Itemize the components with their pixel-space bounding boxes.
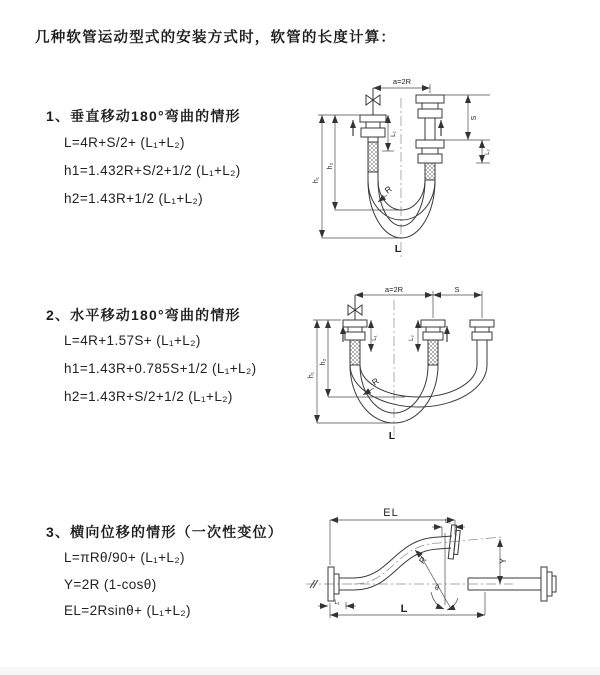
dim-span-and-stroke xyxy=(355,285,482,318)
formula-1-h1: h1=1.432R+S/2+1/2 (L₁+L₂) xyxy=(64,163,241,178)
angle-construction xyxy=(418,533,458,610)
dim-label-h1: h₁ xyxy=(308,371,315,379)
radius-label: R xyxy=(416,554,429,566)
braid-section xyxy=(368,142,378,172)
valve-icon xyxy=(366,88,380,115)
dim-label-l1: L₁ xyxy=(372,335,378,341)
braid-section xyxy=(425,163,435,180)
dim-label-s: S xyxy=(454,285,460,294)
diagram-vertical-180-bend xyxy=(308,68,600,263)
formula-3-length: L=πRθ/90+ (L₁+L₂) xyxy=(64,550,185,565)
length-label: L xyxy=(394,243,402,255)
dim-el xyxy=(330,507,455,565)
dim-label-l1: L₁ xyxy=(334,600,340,606)
hose-curves xyxy=(350,365,487,423)
formula-2-length: L=4R+1.57S+ (L₁+L₂) xyxy=(64,333,201,348)
dim-label-y: Y xyxy=(498,557,508,565)
length-label: L xyxy=(400,603,408,615)
dim-label-l2: L₂ xyxy=(409,335,415,341)
angle-label: θ xyxy=(435,585,439,592)
dim-fittings xyxy=(371,320,418,352)
formula-1-length: L=4R+S/2+ (L₁+L₂) xyxy=(64,135,185,150)
dim-fitting-left xyxy=(318,600,356,609)
diagram-lateral-displacement xyxy=(298,505,598,653)
dim-depths xyxy=(308,320,405,423)
section-3-heading: 3、横向位移的情形（一次性变位） xyxy=(46,524,283,540)
section-2-heading: 2、水平移动180°弯曲的情形 xyxy=(46,307,241,323)
braid-section xyxy=(350,340,360,365)
upper-flange-fitting xyxy=(438,525,461,560)
formula-1-h2: h2=1.43R+1/2 (L₁+L₂) xyxy=(64,191,204,206)
dim-label-l2: L₂ xyxy=(485,149,491,155)
right-pipe-fitting xyxy=(416,95,444,180)
section-1-heading: 1、垂直移动180°弯曲的情形 xyxy=(46,108,241,124)
dim-label-h2: h₂ xyxy=(320,358,327,366)
dim-label-span: a=2R xyxy=(392,77,412,86)
formula-2-h1: h1=1.43R+0.785S+1/2 (L₁+L₂) xyxy=(64,361,257,376)
dim-depths xyxy=(313,115,402,238)
braid-section xyxy=(428,340,438,365)
left-pipe-fitting xyxy=(360,115,386,180)
dim-label-h1: h₁ xyxy=(313,176,320,184)
radius-label: R xyxy=(382,183,394,196)
page-title: 几种软管运动型式的安装方式时，软管的长度计算： xyxy=(35,30,397,46)
middle-pipe-fitting xyxy=(421,320,445,365)
diagram-horizontal-180-bend xyxy=(305,280,597,460)
formula-3-y: Y=2R (1-cosθ) xyxy=(64,577,157,592)
length-label: L xyxy=(388,430,396,442)
dim-label-el: EL xyxy=(383,507,399,519)
dim-offset-y xyxy=(498,539,508,584)
formula-2-h2: h2=1.43R+S/2+1/2 (L₁+L₂) xyxy=(64,389,233,404)
dim-stroke-right xyxy=(444,95,491,163)
dim-label-h2: h₂ xyxy=(327,162,334,170)
radius-label: R xyxy=(369,375,381,388)
dim-label-l1: L₁ xyxy=(390,131,397,137)
valve-icon xyxy=(348,295,362,320)
left-pipe-fitting xyxy=(343,320,367,365)
dim-label-l2: L₂ xyxy=(445,519,451,525)
formula-3-el: EL=2Rsinθ+ (L₁+L₂) xyxy=(64,603,191,618)
dim-fitting-left xyxy=(382,115,397,151)
scan-edge xyxy=(0,667,600,675)
dim-label-s: S xyxy=(471,115,478,121)
dim-total-length xyxy=(330,592,485,618)
dim-label-span: a=2R xyxy=(384,285,404,294)
hose-curves xyxy=(368,180,435,238)
right-pipe-fitting xyxy=(470,320,494,365)
dim-span xyxy=(373,77,430,93)
